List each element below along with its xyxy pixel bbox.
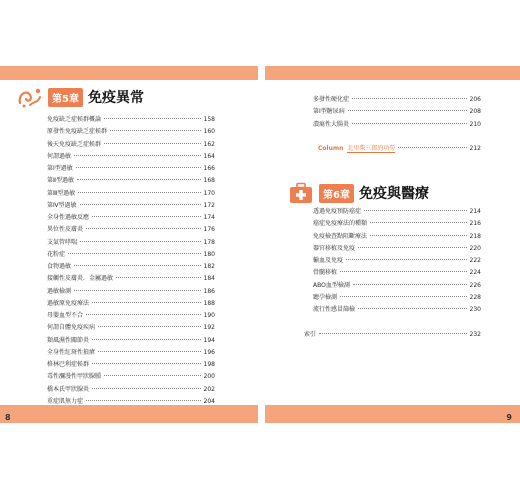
- leader-dots: [352, 98, 467, 99]
- toc-entry-title: 母嬰血型不合: [47, 312, 84, 319]
- leader-dots: [340, 296, 467, 297]
- top-band-right: [265, 66, 520, 80]
- toc-entry-title: 透過免疫預防癌症: [313, 208, 362, 215]
- toc-entry-title: 第Ⅳ型過敏: [47, 201, 77, 209]
- toc-entry[interactable]: [47, 126, 215, 138]
- bottom-band-right: [265, 405, 520, 423]
- toc-entry-title: 輸血及免疫: [313, 257, 344, 265]
- toc-list-left: [47, 114, 215, 408]
- toc-entry[interactable]: [313, 119, 481, 131]
- toc-entry[interactable]: [47, 163, 215, 175]
- swirl-icon: [16, 84, 44, 110]
- toc-entry-title: 何謂自體免疫疾病: [47, 324, 96, 332]
- toc-entry-title: 全身性紅斑性狼瘡: [47, 348, 96, 356]
- leader-dots: [348, 110, 467, 111]
- chapter-badge: 第6章: [319, 184, 354, 203]
- toc-entry-page: 204: [203, 397, 215, 405]
- toc-entry[interactable]: [47, 224, 215, 236]
- toc-entry-title: 食物過敏: [47, 263, 72, 270]
- toc-entry-page: 160: [203, 128, 215, 136]
- leader-dots: [92, 339, 201, 340]
- leader-dots: [98, 351, 201, 352]
- leader-dots: [74, 265, 201, 266]
- toc-entry-title: 多發性硬化症: [313, 96, 350, 103]
- toc-entry-title: 花粉症: [47, 250, 66, 258]
- leader-dots: [92, 302, 201, 303]
- toc-entry-page: 228: [469, 294, 481, 302]
- toc-entry-page: 208: [469, 108, 481, 116]
- toc-entry-page: 220: [469, 244, 481, 252]
- toc-entry-title: 橋本氏甲狀腺炎: [47, 385, 90, 393]
- toc-list-right-chapter6: [313, 206, 481, 317]
- toc-entry[interactable]: [47, 384, 215, 396]
- toc-entry[interactable]: [313, 280, 481, 292]
- toc-entry-title: 第Ⅱ型過敏: [47, 177, 74, 185]
- toc-entry-page: 214: [469, 208, 481, 215]
- toc-entry[interactable]: [47, 359, 215, 371]
- toc-entry[interactable]: [313, 255, 481, 267]
- toc-entry-page: 190: [203, 312, 215, 319]
- toc-entry-page: 174: [203, 214, 215, 221]
- toc-entry-page: 192: [203, 324, 215, 332]
- toc-entry-title: 第Ⅰ型過敏: [47, 165, 73, 172]
- chapter-6-header: [287, 180, 429, 206]
- toc-list-right-top: [313, 94, 481, 131]
- toc-entry-title: 全身性過敏反應: [47, 214, 90, 221]
- column-label: Column: [318, 145, 344, 152]
- leader-dots: [77, 179, 201, 180]
- chapter-5-header: [16, 84, 144, 110]
- toc-entry[interactable]: [47, 114, 215, 126]
- chapter-title: 免疫異常: [87, 90, 144, 106]
- leader-dots: [364, 210, 467, 211]
- toc-entry-title: 類風濕性關節炎: [47, 336, 90, 344]
- leader-dots: [92, 363, 201, 364]
- leader-dots: [110, 130, 201, 131]
- page-number-right: 9: [506, 413, 512, 422]
- leader-dots: [74, 290, 201, 291]
- leader-dots: [346, 259, 467, 260]
- toc-entry-page: 216: [469, 220, 481, 228]
- toc-entry-page: 196: [203, 348, 215, 356]
- toc-entry[interactable]: [313, 206, 481, 218]
- toc-entry[interactable]: [47, 273, 215, 285]
- toc-entry-page: 178: [203, 238, 215, 246]
- toc-entry[interactable]: [313, 106, 481, 118]
- top-band-left: [0, 66, 258, 80]
- toc-entry-title: 格林巴利症候群: [47, 361, 90, 368]
- toc-entry[interactable]: [47, 237, 215, 249]
- toc-entry[interactable]: [47, 188, 215, 200]
- leader-dots: [116, 277, 201, 278]
- toc-entry-page: 168: [203, 177, 215, 185]
- leader-dots: [352, 123, 467, 124]
- toc-entry-page: 218: [469, 232, 481, 240]
- toc-entry-title: 原發性免疫缺乏症候群: [47, 128, 108, 136]
- toc-entry-title: 流行性感冒篩檢: [313, 306, 356, 314]
- toc-entry-title: 免疫缺乏症候群概論: [47, 116, 102, 123]
- toc-entry-title: 免疫檢查點阻斷療法: [313, 232, 368, 240]
- page-number-left: 8: [5, 413, 11, 422]
- leader-dots: [104, 143, 201, 144]
- toc-entry-page: 176: [203, 226, 215, 234]
- toc-entry-title: 癌症免疫療法的種類: [313, 220, 368, 228]
- toc-entry-title: 過敏檢測: [47, 287, 72, 295]
- toc-entry[interactable]: [313, 94, 481, 106]
- leader-dots: [104, 375, 201, 376]
- chapter-title: 免疫與醫療: [358, 186, 429, 202]
- leader-dots: [104, 118, 201, 119]
- toc-entry-title: 器官移植及免疫: [313, 244, 356, 252]
- toc-entry-page: 172: [203, 201, 215, 209]
- toc-entry-title: ABO血型檢測: [313, 281, 350, 289]
- toc-entry[interactable]: [313, 267, 481, 279]
- column-page: 212: [469, 145, 481, 152]
- toc-entry[interactable]: [47, 261, 215, 273]
- toc-entry-page: 170: [203, 189, 215, 197]
- leader-dots: [68, 253, 201, 254]
- toc-entry-page: 164: [203, 152, 215, 160]
- toc-entry-title: 何謂過敏: [47, 152, 72, 160]
- toc-entry-title: 第Ⅲ型過敏: [47, 189, 76, 197]
- toc-entry[interactable]: [47, 396, 215, 408]
- leader-dots: [353, 284, 467, 285]
- toc-entry-title: 接觸性皮膚炎．金屬過敏: [47, 275, 114, 283]
- toc-entry-page: 188: [203, 299, 215, 307]
- leader-dots: [80, 204, 201, 205]
- toc-entry-page: 186: [203, 287, 215, 295]
- leader-dots: [398, 147, 466, 148]
- index-title: 索引: [304, 331, 317, 338]
- leader-dots: [86, 400, 201, 401]
- leader-dots: [370, 222, 467, 223]
- leader-dots: [92, 388, 201, 389]
- toc-entry[interactable]: [47, 298, 215, 310]
- leader-dots: [358, 247, 467, 248]
- toc-entry-page: 166: [203, 165, 215, 172]
- toc-entry-page: 202: [203, 385, 215, 393]
- leader-dots: [80, 241, 201, 242]
- column-title: 北里柴三郎的功勞: [347, 145, 396, 152]
- leader-dots: [370, 235, 467, 236]
- toc-entry-title: 重症肌無力症: [47, 397, 84, 405]
- medical-kit-icon: [287, 180, 315, 206]
- toc-entry-title: 聽孕檢測: [313, 294, 338, 302]
- leader-dots: [74, 155, 201, 156]
- leader-dots: [98, 326, 201, 327]
- leader-dots: [86, 228, 201, 229]
- toc-entry-page: 206: [469, 96, 481, 103]
- index-entry[interactable]: [304, 329, 481, 338]
- toc-entry-page: 198: [203, 361, 215, 368]
- toc-entry-page: 224: [469, 269, 481, 277]
- toc-entry[interactable]: [47, 310, 215, 322]
- index-page: 232: [469, 331, 481, 338]
- toc-entry[interactable]: [47, 139, 215, 151]
- leader-dots: [340, 271, 467, 272]
- toc-entry[interactable]: [313, 243, 481, 255]
- toc-entry-title: 毒性瀰漫性甲狀腺腫: [47, 373, 102, 381]
- toc-entry-page: 180: [203, 250, 215, 258]
- toc-entry[interactable]: [47, 249, 215, 261]
- toc-entry-page: 230: [469, 306, 481, 314]
- leader-dots: [86, 314, 201, 315]
- toc-entry-page: 182: [203, 263, 215, 270]
- toc-entry-page: 194: [203, 336, 215, 344]
- toc-entry[interactable]: [47, 175, 215, 187]
- toc-entry-page: 210: [469, 120, 481, 128]
- toc-entry-page: 162: [203, 140, 215, 148]
- toc-entry-title: 潰瘍性大腸炎: [313, 120, 350, 128]
- toc-entry-page: 200: [203, 373, 215, 381]
- toc-entry[interactable]: [313, 218, 481, 230]
- toc-entry-page: 184: [203, 275, 215, 283]
- leader-dots: [92, 216, 201, 217]
- toc-entry[interactable]: [47, 371, 215, 383]
- column-entry[interactable]: [318, 143, 481, 153]
- toc-entry-page: 158: [203, 116, 215, 123]
- toc-entry[interactable]: [313, 231, 481, 243]
- toc-entry[interactable]: [47, 212, 215, 224]
- leader-dots: [358, 308, 467, 309]
- toc-entry[interactable]: [47, 347, 215, 359]
- toc-entry-title: 第Ⅰ型糖尿病: [313, 108, 345, 116]
- toc-entry[interactable]: [313, 292, 481, 304]
- toc-entry[interactable]: [47, 286, 215, 298]
- toc-entry-title: 骨髓移植: [313, 269, 338, 277]
- toc-entry[interactable]: [47, 335, 215, 347]
- toc-entry-title: 後天免疫缺乏症候群: [47, 140, 102, 148]
- leader-dots: [319, 333, 467, 334]
- toc-entry-page: 226: [469, 281, 481, 289]
- toc-entry-page: 222: [469, 257, 481, 265]
- toc-entry[interactable]: [47, 200, 215, 212]
- toc-entry-title: 支氣管哮喘: [47, 238, 78, 246]
- toc-entry-title: 過敏原免疫療法: [47, 299, 90, 307]
- leader-dots: [76, 167, 201, 168]
- toc-entry[interactable]: [313, 304, 481, 316]
- toc-entry[interactable]: [47, 151, 215, 163]
- toc-entry[interactable]: [47, 322, 215, 334]
- chapter-badge: 第5章: [48, 88, 83, 107]
- page-gutter: [258, 0, 265, 500]
- leader-dots: [78, 192, 200, 193]
- toc-entry-title: 異位性皮膚炎: [47, 226, 84, 234]
